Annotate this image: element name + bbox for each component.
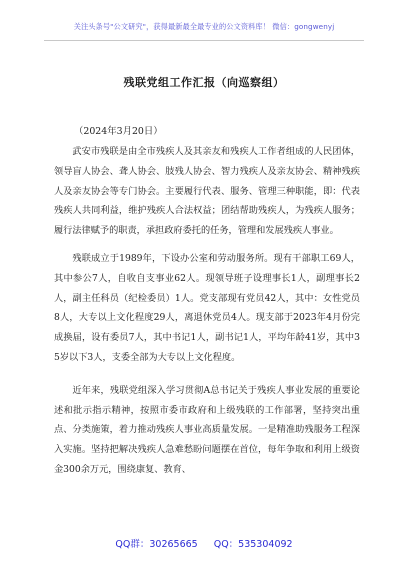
header-divider [44,40,364,41]
paragraph-achievements: 近年来，残联党组深入学习贯彻A总书记关于残疾人事业发展的重要论述和批示指示精神，按照市委市政府和上级残联的工作部署，坚持突出重点、分类施策，着力推动残疾人事业高质量发展。一是精准助残服务工程深入实施。坚持把解决残疾人急难愁盼问题摆在首位，每年争取和利用上级资金300余万元，围绕康复、教育、 [54,384,360,475]
document-title: 残联党组工作汇报（向巡察组） [123,76,285,89]
paragraph-intro: 武安市残联是由全市残疾人及其亲友和残疾人工作者组成的人民团体，领导盲人协会、聋人协会、肢残人协会、智力残疾人及亲友协会、精神残疾人及亲友协会等专门协会。主要履行代表、服务、管理三种职能，即：代表残疾人共同利益，维护残疾人合法权益；团结帮助残疾人，为残疾人服务；履行法律赋予的职责，承担政府委托的任务，管理和发展残疾人事业。 [54,146,360,237]
footer-qq: QQ：535304092 [213,539,293,550]
footer-contact [0,536,408,550]
footer-qq-group: QQ群：30265665 [115,539,198,550]
document-body [54,142,360,480]
paragraph-organization: 残联成立于1989年，下设办公室和劳动服务所。现有干部职工69人，其中参公7人，自收自支事业62人。现领导班子设理事长1人，副理事长2人，副主任科员（纪检委员）1人。党支部现有党员42人，其中：女性党员8人，大专以上文化程度29人，离退休党员4人。现支部于2023年4月份完成换届，设有委员7人，其中书记1人，副书记1人，平均年龄41岁，其中35岁以下3人，支委全部为大专以上文化程度。 [54,252,360,363]
header-banner: 关注头条号"公文研究"，获得最新最全最专业的公文资料库！ 微信：gongwenyj [73,22,335,31]
document-date: （2024年3月20日） [74,126,163,137]
